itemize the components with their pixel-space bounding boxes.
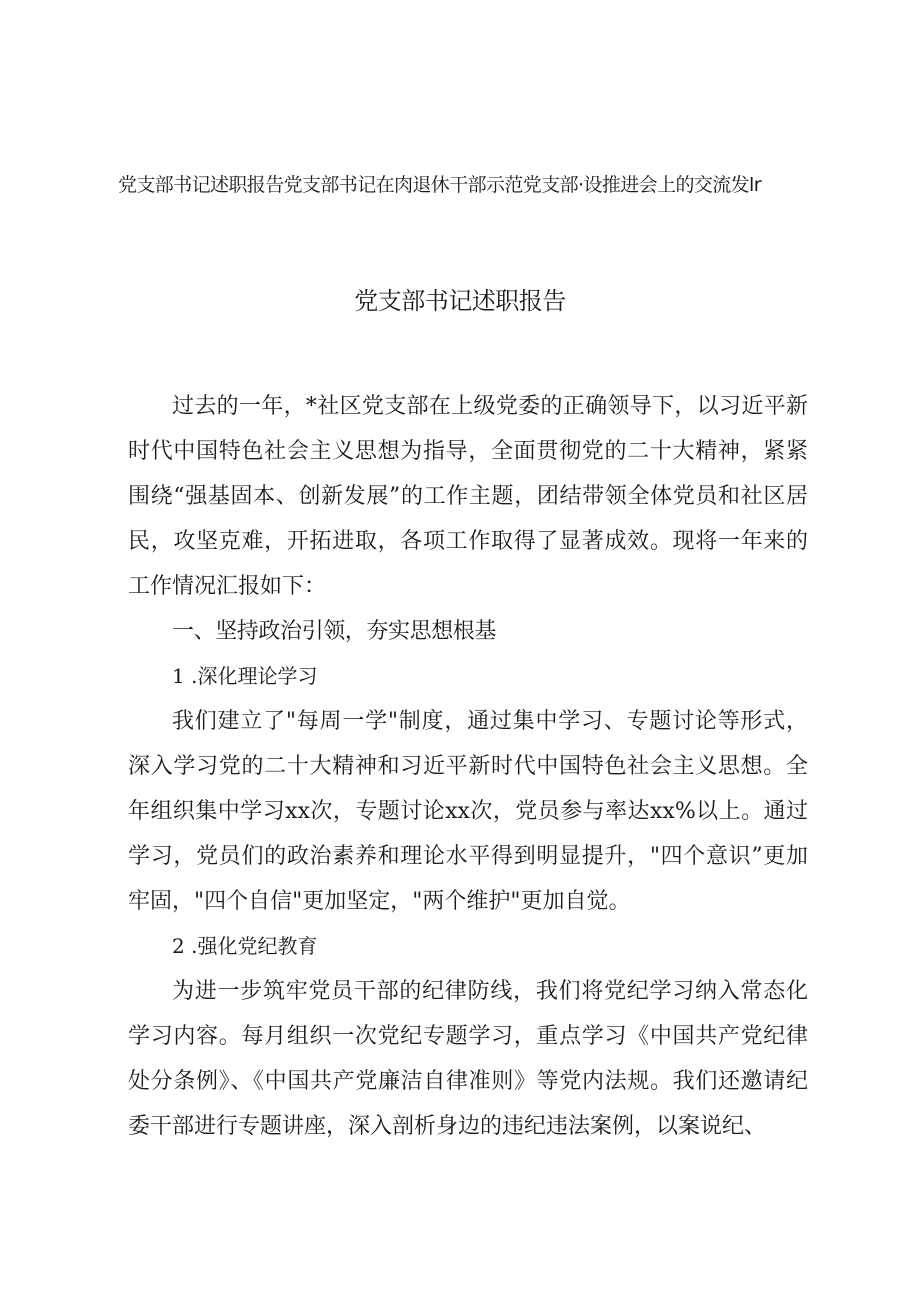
document-body: [128, 384, 808, 1149]
subsection-paragraph-1: 我们建立了"每周一学"制度，通过集中学习、专题讨论等形式，深入学习党的二十大精神和习近平新时代中国特色社会主义思想。全年组织集中学习xx次，专题讨论xx次，党员参与率达xx%以上。通过学习，党员们的政治素养和理论水平得到明显提升，"四个意识”更加牢固，"四个自信"更加坚定，"两个维护"更加自觉。: [128, 709, 808, 914]
subsection-paragraph-2: 为进一步筑牢党员干部的纪律防线，我们将党纪学习纳入常态化学习内容。每月组织一次党纪专题学习，重点学习《中国共产党纪律处分条例》、《中国共产党廉洁自律准则》等党内法规。我们还邀请纪委干部进行专题讲座，深入剖析身边的违纪违法案例，以案说纪、: [128, 979, 808, 1139]
subsection-heading-1: 1 .深化理论学习: [172, 664, 318, 688]
subsection-heading-2: 2 .强化党纪教育: [172, 934, 318, 958]
document-title: 党支部书记述职报告: [354, 287, 566, 315]
document-header-line: 党支部书记述职报告党支部书记在肉退休干部示范党支部·设推进会上的交流发lr: [118, 174, 761, 196]
section-heading-1: 一、坚持政治引领，夯实思想根基: [172, 619, 497, 644]
intro-paragraph: 过去的一年，*社区党支部在上级党委的正确领导下，以习近平新时代中国特色社会主义思想为指导，全面贯彻党的二十大精神，紧紧围绕“强基固本、创新发展”的工作主题，团结带领全体党员和社区居民，攻坚克难，开拓进取，各项工作取得了显著成效。现将一年来的工作情况汇报如下：: [128, 394, 808, 599]
